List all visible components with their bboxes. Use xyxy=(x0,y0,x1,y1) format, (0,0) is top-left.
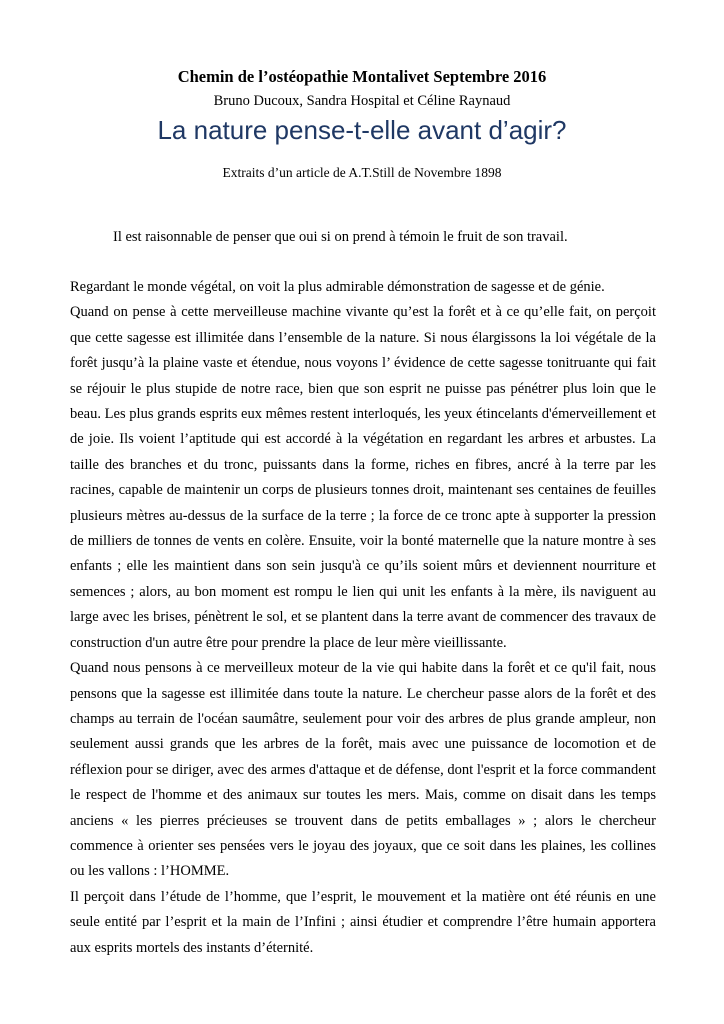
article-body xyxy=(70,275,656,961)
page-title: La nature pense-t-elle avant d’agir? xyxy=(157,115,567,145)
paragraph-1: Regardant le monde végétal, on voit la plus admirable démonstration de sagesse et de génie. xyxy=(70,279,605,295)
header-authors: Bruno Ducoux, Sandra Hospital et Céline Raynaud xyxy=(213,93,511,109)
paragraph-2: Quand on pense à cette merveilleuse machine vivante qu’est la forêt et à ce qu’elle fait, on perçoit que cette sagesse est illimitée dans l’ensemble de la nature. Si nous élargissons la loi végétale de la forêt jusqu’à la plaine vaste et étendue, nous voyons l’ évidence de cette sagesse tonitruante qui fait se réjouir le plus stupide de notre race, bien que son esprit ne puisse pas pénétrer plus loin que le beau. Les plus grands esprits eux mêmes restent interloqués, les yeux étincelants d'émerveillement et de joie. Ils voient l’aptitude qui est accordé à la végétation en regardant les arbres et arbustes. La taille des branches et du tronc, puissants dans la forme, riches en fibres, ancré à la terre par les racines, capable de maintenir un corps de plusieurs tonnes droit, maintenant ses centaines de feuilles plusieurs mètres au-dessus de la surface de la terre ; la force de ce tronc apte à supporter la pression de milliers de tonnes de vents en colère. Ensuite, voir la bonté maternelle que la nature montre à ses enfants ; elle les maintient dans son sein jusqu'à ce qu’ils soient mûrs et deviennent nourriture et semences ; alors, au bon moment est rompu le lien qui unit les enfants à la mère, ils naviguent au large avec les brises, pénètrent le sol, et se plantent dans la terre avant de commencer des travaux de construction d'un autre être pour prendre la place de leur mère vieillissante. xyxy=(70,304,656,651)
header-event-title: Chemin de l’ostéopathie Montalivet Septembre 2016 xyxy=(177,67,547,86)
intro-paragraph: Il est raisonnable de penser que oui si on prend à témoin le fruit de son travail. xyxy=(113,229,568,245)
paragraph-3: Quand nous pensons à ce merveilleux moteur de la vie qui habite dans la forêt et ce qu'il fait, nous pensons que la sagesse est illimitée dans toute la nature. Le chercheur passe alors de la forêt et des champs au terrain de l'océan saumâtre, seulement pour voir des arbres de plus grande ampleur, non seulement aussi grands que les arbres de la forêt, mais avec une puissance de locomotion et de réflexion pour se diriger, avec des armes d'attaque et de défense, dont l'esprit et la force commandent le respect de l'homme et des animaux sur toutes les mers. Mais, comme on disait dans les temps anciens « les pierres précieuses se trouvent dans de petits emballages » ; alors le chercheur commence à orienter ses pensées vers le joyau des joyaux, que ce soit dans les plaines, les collines ou les vallons : l’HOMME. xyxy=(70,660,656,880)
subtitle: Extraits d’un article de A.T.Still de Novembre 1898 xyxy=(222,165,502,180)
paragraph-4: Il perçoit dans l’étude de l’homme, que l’esprit, le mouvement et la matière ont été réunis en une seule entité par l’esprit et la main de l’Infini ; ainsi étudier et comprendre l’être humain apportera aux esprits mortels des instants d’éternité. xyxy=(70,888,656,956)
